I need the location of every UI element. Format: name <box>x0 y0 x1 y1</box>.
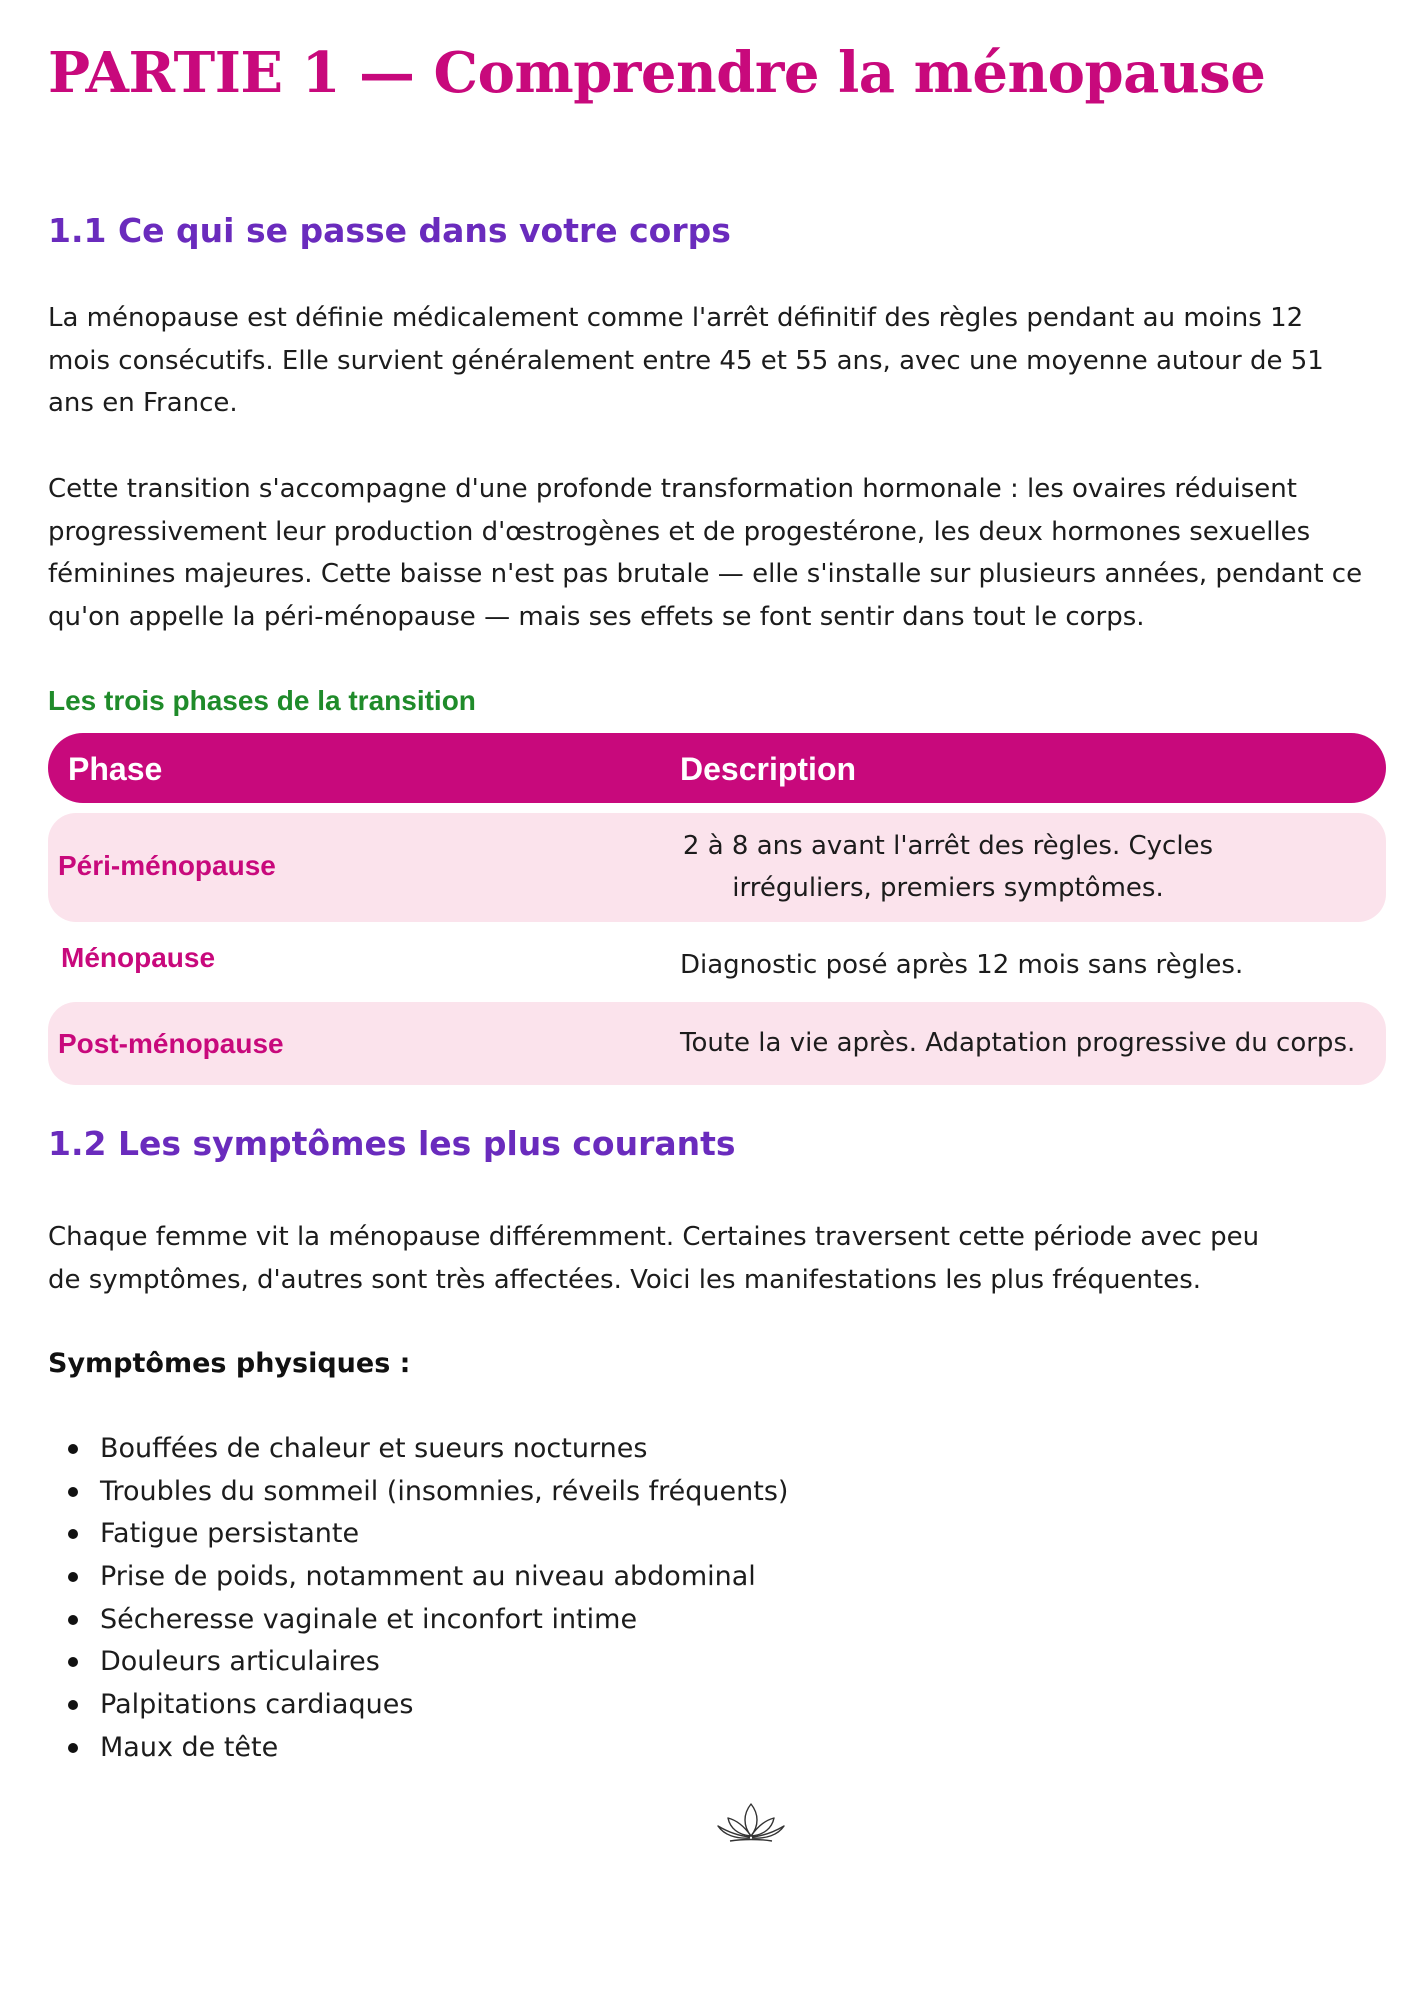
bullet-icon <box>68 1743 78 1753</box>
description-cell <box>680 944 1380 986</box>
list-item <box>48 1641 788 1684</box>
list-item-text: Palpitations cardiaques <box>100 1689 414 1721</box>
description-cell <box>680 1022 1400 1064</box>
table-row <box>48 813 1386 922</box>
list-item-text: Prise de poids, notamment au niveau abdominal <box>100 1561 756 1593</box>
list-item <box>48 1428 788 1471</box>
list-item <box>48 1556 788 1599</box>
intro-paragraph <box>48 297 1384 425</box>
text-line: 2 à 8 ans avant l'arrêt des règles. Cycles <box>682 831 1214 861</box>
section-heading-1-1: 1.1 Ce qui se passe dans votre corps <box>48 211 731 250</box>
hormone-paragraph <box>48 468 1384 638</box>
physical-symptoms-list <box>48 1428 788 1770</box>
table-row <box>48 922 1386 1002</box>
bullet-icon <box>68 1444 78 1454</box>
bullet-icon <box>68 1615 78 1625</box>
physical-symptoms-label: Symptômes physiques : <box>48 1348 411 1379</box>
phase-cell: Post-ménopause <box>58 1028 284 1059</box>
list-item <box>48 1727 788 1770</box>
list-item-text: Fatigue persistante <box>100 1518 360 1550</box>
text-line: de symptômes, d'autres sont très affectées. Voici les manifestations les plus fréquentes. <box>48 1264 1202 1295</box>
lotus-icon <box>714 1800 788 1844</box>
text-line: Diagnostic posé après 12 mois sans règles. <box>680 950 1244 980</box>
bullet-icon <box>68 1700 78 1710</box>
table-header <box>48 733 1386 803</box>
list-item <box>48 1599 788 1642</box>
text-line: féminines majeures. Cette baisse n'est pas brutale — elle s'installe sur plusieurs années, pendant ce <box>48 559 1363 589</box>
description-cell <box>668 825 1228 909</box>
bullet-icon <box>68 1572 78 1582</box>
column-header-description: Description <box>680 751 857 787</box>
bullet-icon <box>68 1657 78 1667</box>
text-line: irréguliers, premiers symptômes. <box>732 873 1164 903</box>
bullet-icon <box>68 1487 78 1497</box>
text-line: La ménopause est définie médicalement comme l'arrêt définitif des règles pendant au moins 12 <box>48 303 1304 333</box>
table-row <box>48 1002 1386 1085</box>
text-line: mois consécutifs. Elle survient généralement entre 45 et 55 ans, avec une moyenne autour de 51 <box>48 345 1324 376</box>
text-line: qu'on appelle la péri-ménopause — mais ses effets se font sentir dans tout le corps. <box>48 601 1145 632</box>
text-line: progressivement leur production d'œstrogènes et de progestérone, les deux hormones sexuelles <box>48 516 1311 547</box>
list-item <box>48 1513 788 1556</box>
page-title: PARTIE 1 — Comprendre la ménopause <box>48 40 1266 106</box>
text-line: Chaque femme vit la ménopause différemment. Certaines traversent cette période avec peu <box>48 1222 1260 1252</box>
column-header-phase: Phase <box>68 751 163 787</box>
list-item-text: Douleurs articulaires <box>100 1646 380 1678</box>
bullet-icon <box>68 1529 78 1539</box>
list-item-text: Maux de tête <box>100 1731 279 1763</box>
list-item-text: Troubles du sommeil (insomnies, réveils fréquents) <box>100 1475 789 1507</box>
list-item <box>48 1684 788 1727</box>
list-item-text: Sécheresse vaginale et inconfort intime <box>100 1603 638 1635</box>
list-item-text: Bouffées de chaleur et sueurs nocturnes <box>100 1433 648 1464</box>
text-line: ans en France. <box>48 388 238 418</box>
text-line: Toute la vie après. Adaptation progressive du corps. <box>680 1028 1356 1058</box>
text-line: Cette transition s'accompagne d'une profonde transformation hormonale : les ovaires réduisent <box>48 474 1297 504</box>
list-item <box>48 1471 788 1514</box>
phase-cell: Ménopause <box>61 942 216 973</box>
table-title: Les trois phases de la transition <box>48 685 476 716</box>
phase-cell: Péri-ménopause <box>58 850 276 881</box>
section-heading-1-2: 1.2 Les symptômes les plus courants <box>48 1124 736 1163</box>
symptoms-intro-paragraph <box>48 1216 1384 1301</box>
